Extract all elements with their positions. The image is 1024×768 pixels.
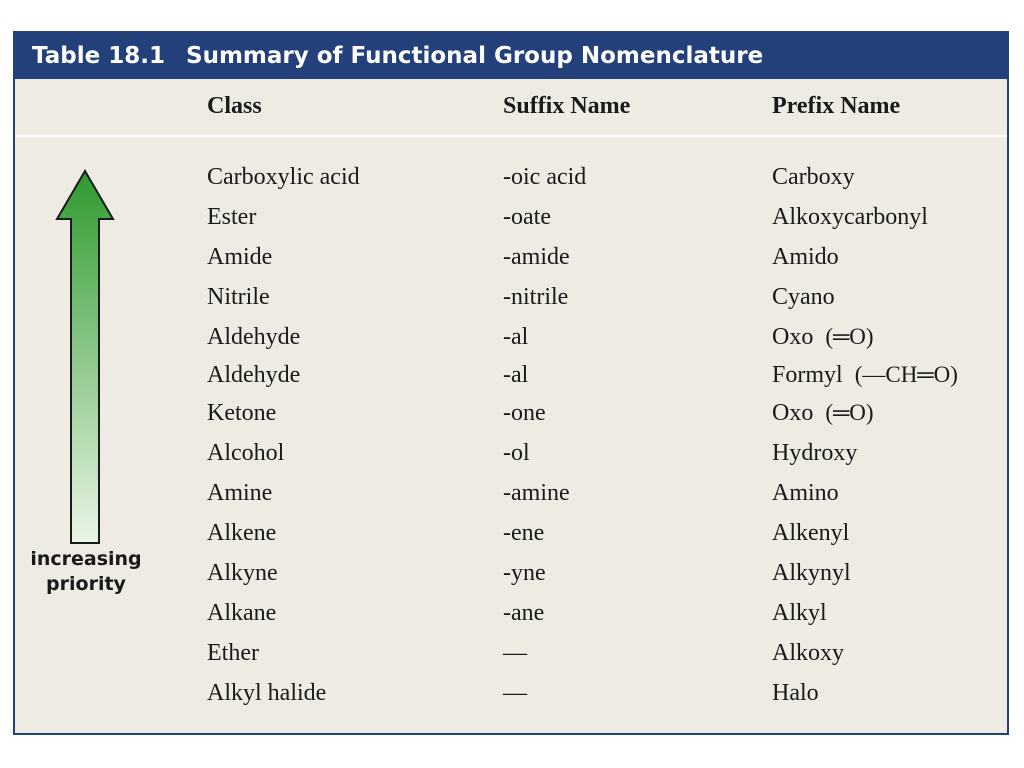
cell-prefix-name: Alkoxy <box>772 640 844 666</box>
table-row <box>15 520 1007 558</box>
cell-prefix <box>772 324 874 351</box>
table-row <box>15 480 1007 518</box>
cell-prefix <box>772 480 851 507</box>
cell-prefix-name: Alkoxycarbonyl <box>772 204 928 230</box>
cell-prefix <box>772 560 863 587</box>
table-number: Table 18.1 <box>32 43 165 69</box>
cell-prefix <box>772 640 856 667</box>
cell-prefix-name: Cyano <box>772 284 835 310</box>
table-frame <box>13 31 1009 735</box>
cell-class: Aldehyde <box>207 324 301 350</box>
table-row <box>15 164 1007 202</box>
table-title-bar <box>15 33 1007 79</box>
cell-prefix <box>772 400 874 427</box>
column-header-prefix: Prefix Name <box>772 93 901 119</box>
cell-class: Ketone <box>207 400 277 426</box>
cell-class: Alkene <box>207 520 277 546</box>
cell-suffix: — <box>503 640 527 666</box>
cell-prefix-name: Alkenyl <box>772 520 850 546</box>
cell-prefix-formula: (═O) <box>825 324 874 349</box>
cell-prefix-name: Hydroxy <box>772 440 858 466</box>
cell-class: Alkyne <box>207 560 278 586</box>
cell-class: Aldehyde <box>207 362 301 388</box>
cell-suffix: -nitrile <box>503 284 569 310</box>
cell-prefix-formula: (═O) <box>825 400 874 425</box>
cell-suffix: -amide <box>503 244 570 270</box>
cell-prefix-name: Halo <box>772 680 819 706</box>
table-title: Summary of Functional Group Nomenclature <box>186 43 764 69</box>
table-row <box>15 600 1007 638</box>
cell-prefix <box>772 440 869 467</box>
cell-prefix-name: Formyl <box>772 362 843 388</box>
cell-class: Alcohol <box>207 440 285 466</box>
cell-prefix <box>772 680 831 707</box>
table-row <box>15 680 1007 718</box>
cell-class: Nitrile <box>207 284 270 310</box>
cell-prefix-name: Carboxy <box>772 164 855 190</box>
cell-class: Alkyl halide <box>207 680 327 706</box>
cell-class: Ether <box>207 640 259 666</box>
cell-class: Alkane <box>207 600 277 626</box>
cell-suffix: -al <box>503 324 529 350</box>
cell-class: Ester <box>207 204 257 230</box>
cell-prefix <box>772 164 867 191</box>
cell-prefix <box>772 520 861 547</box>
table-row <box>15 284 1007 322</box>
cell-prefix-name: Oxo <box>772 400 814 426</box>
cell-suffix: -one <box>503 400 546 426</box>
priority-label-line1: increasing <box>30 548 142 570</box>
cell-suffix: -ane <box>503 600 545 626</box>
cell-suffix: -yne <box>503 560 546 586</box>
table-row <box>15 640 1007 678</box>
column-header-class: Class <box>207 93 262 119</box>
column-header-row <box>15 79 1007 137</box>
cell-suffix: -ene <box>503 520 545 546</box>
cell-suffix: -ol <box>503 440 530 466</box>
cell-suffix: — <box>503 680 527 706</box>
cell-suffix: -al <box>503 362 529 388</box>
cell-prefix <box>772 362 958 389</box>
cell-suffix: -oate <box>503 204 551 230</box>
table-row <box>15 560 1007 598</box>
cell-suffix: -amine <box>503 480 570 506</box>
cell-class: Carboxylic acid <box>207 164 360 190</box>
cell-prefix-name: Alkynyl <box>772 560 851 586</box>
cell-prefix <box>772 204 940 231</box>
table-row <box>15 440 1007 478</box>
cell-prefix-name: Alkyl <box>772 600 827 626</box>
table-row <box>15 324 1007 362</box>
table-row <box>15 400 1007 438</box>
cell-class: Amine <box>207 480 273 506</box>
cell-class: Amide <box>207 244 273 270</box>
cell-prefix <box>772 284 847 311</box>
cell-prefix-name: Amino <box>772 480 839 506</box>
cell-suffix: -oic acid <box>503 164 587 190</box>
cell-prefix-formula: (—CH═O) <box>854 362 958 387</box>
cell-prefix-name: Amido <box>772 244 839 270</box>
cell-prefix-name: Oxo <box>772 324 814 350</box>
table-row <box>15 244 1007 282</box>
table-row <box>15 204 1007 242</box>
cell-prefix <box>772 600 839 627</box>
cell-prefix <box>772 244 851 271</box>
column-header-suffix: Suffix Name <box>503 93 631 119</box>
priority-label-line2: priority <box>46 573 126 595</box>
table-row <box>15 362 1007 400</box>
